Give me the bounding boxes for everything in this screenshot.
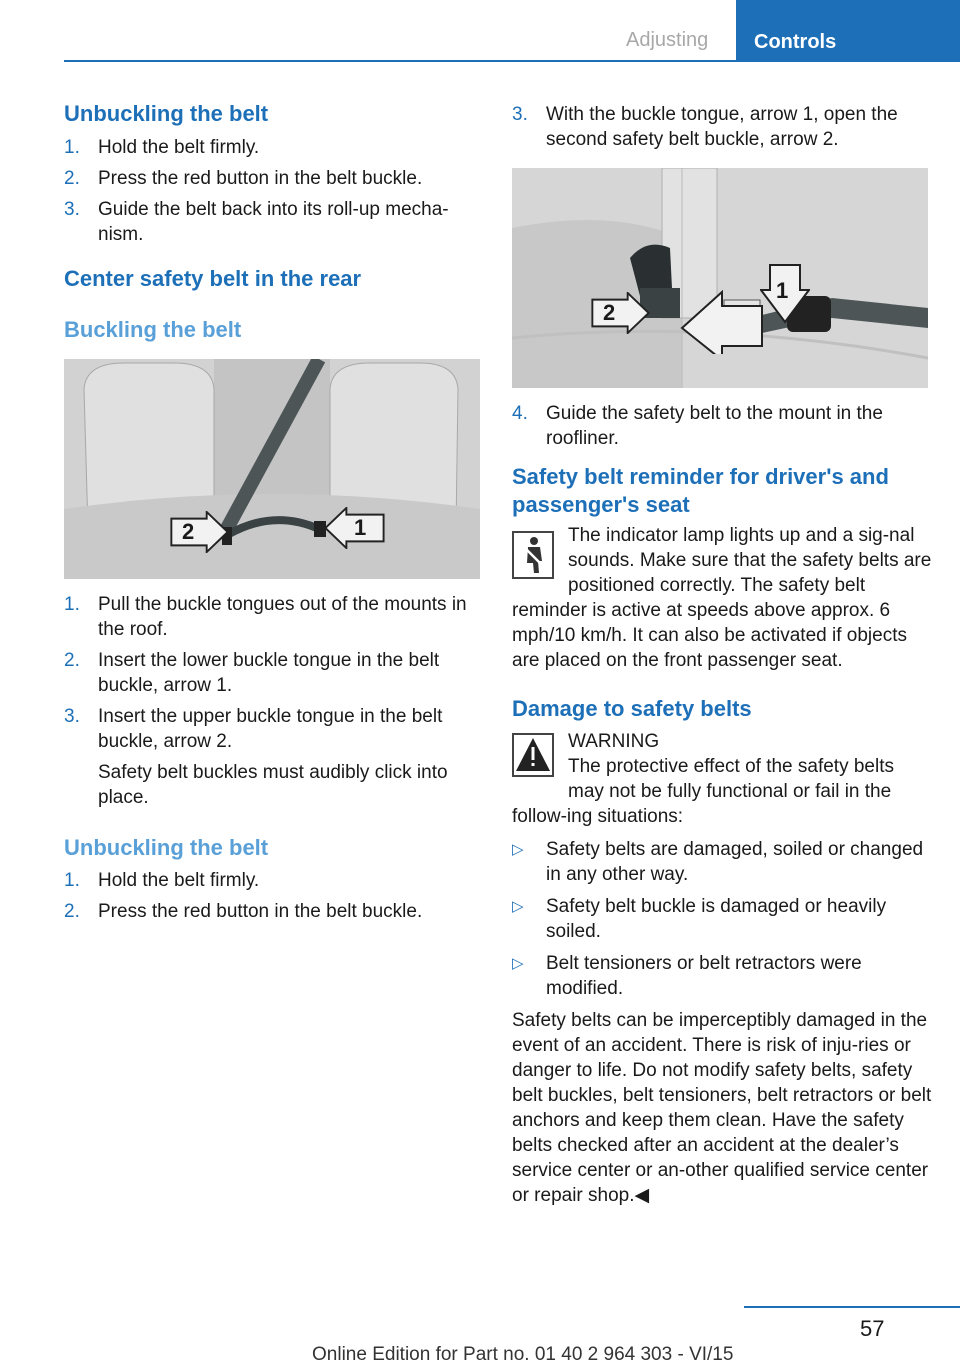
reminder-block — [512, 523, 932, 673]
step-number: 3. — [64, 706, 80, 727]
buckling-steps — [64, 592, 480, 754]
list-item — [512, 401, 932, 451]
heading-belt-reminder: Safety belt reminder for driver's and passenger's seat — [512, 464, 889, 517]
list-item — [64, 197, 480, 247]
warning-label: WARNING — [568, 731, 660, 752]
step-number: 4. — [512, 403, 528, 424]
right-column — [512, 100, 932, 1208]
warning-text: The protective effect of the safety belts may not be fully functional or fail in the follow-ing situations: — [512, 756, 894, 827]
arrow-2-callout — [169, 511, 231, 553]
step-number: 1. — [64, 137, 80, 158]
header-section-label: Adjusting — [626, 29, 709, 51]
heading-buckling-belt: Buckling the belt — [64, 317, 242, 342]
buckling-note: Safety belt buckles must audibly click into place. — [98, 762, 448, 808]
step-4-list — [512, 401, 932, 451]
step-3-list — [512, 102, 932, 152]
step-number: 3. — [512, 104, 528, 125]
damage-bullets — [512, 837, 932, 1001]
step-text: Guide the safety belt to the mount in the roofliner. — [546, 403, 883, 449]
arrow-2-label: 2 — [603, 300, 616, 325]
page-number: 57 — [860, 1316, 885, 1341]
list-item — [512, 102, 932, 152]
list-item — [512, 951, 932, 1001]
heading-unbuckling-belt: Unbuckling the belt — [64, 101, 269, 126]
step-number: 2. — [64, 168, 80, 189]
reminder-text: The indicator lamp lights up and a sig-nal sounds. Make sure that the safety belts are positioned correctly. The safety belt reminder is active at speeds above approx. 6 mph/10 km/h. It can also be activated if objects are placed on the front passenger seat. — [512, 525, 932, 671]
bullet-text: Belt tensioners or belt retractors were modified. — [546, 953, 862, 999]
left-column — [64, 100, 480, 930]
header-chapter-tab: Controls — [736, 0, 960, 62]
bullet-text: Safety belt buckle is damaged or heavily soiled. — [546, 896, 887, 942]
step-text: Pull the buckle tongues out of the mounts in the roof. — [98, 594, 467, 640]
list-item — [64, 868, 480, 893]
triangle-bullet-icon: ▷ — [512, 955, 524, 972]
arrow-1-label: 1 — [776, 278, 789, 303]
footer-rule — [744, 1306, 960, 1308]
list-item — [64, 166, 480, 191]
unbuckle-steps-2 — [64, 868, 480, 924]
step-number: 3. — [64, 199, 80, 220]
step-text: Insert the upper buckle tongue in the belt buckle, arrow 2. — [98, 706, 443, 752]
step-number: 1. — [64, 870, 80, 891]
heading-center-belt: Center safety belt in the rear — [64, 266, 362, 291]
step-number: 1. — [64, 594, 80, 615]
list-item — [64, 135, 480, 160]
step-text: Insert the lower buckle tongue in the belt buckle, arrow 1. — [98, 650, 440, 696]
seatbelt-warning-icon — [512, 531, 554, 579]
step-text: With the buckle tongue, arrow 1, open the second safety belt buckle, arrow 2. — [546, 104, 898, 150]
step-text: Press the red button in the belt buckle. — [98, 168, 423, 189]
step-number: 2. — [64, 650, 80, 671]
unbuckle-steps — [64, 135, 480, 247]
warning-block — [512, 729, 932, 829]
step-text: Hold the belt firmly. — [98, 870, 260, 891]
step-number: 2. — [64, 901, 80, 922]
triangle-bullet-icon: ▷ — [512, 898, 524, 915]
list-item — [64, 592, 480, 642]
step-text: Press the red button in the belt buckle. — [98, 901, 423, 922]
heading-unbuckling-belt-2: Unbuckling the belt — [64, 835, 269, 860]
page-header — [0, 0, 960, 64]
edition-footer: Online Edition for Part no. 01 40 2 964 303 - VI/15 — [312, 1344, 734, 1365]
step-text: Hold the belt firmly. — [98, 137, 260, 158]
arrow-2-label: 2 — [182, 519, 195, 544]
triangle-bullet-icon: ▷ — [512, 841, 524, 858]
arrow-1-label: 1 — [354, 515, 367, 540]
bullet-text: Safety belts are damaged, soiled or changed in any other way. — [546, 839, 924, 885]
heading-damage: Damage to safety belts — [512, 696, 752, 721]
list-item — [64, 899, 480, 924]
figure-rear-seats — [64, 359, 480, 579]
warning-triangle-icon — [512, 733, 554, 777]
step-text: Guide the belt back into its roll-up mecha-nism. — [98, 199, 449, 245]
list-item — [64, 704, 480, 754]
arrow-2-callout — [590, 292, 652, 334]
closing-paragraph: Safety belts can be imperceptibly damaged in the event of an accident. There is risk of inju-ries or danger to life. Do not modify safety belts, safety belt buckles, belt tensioners, belt retractors or belt anchors and keep them clean. Have the safety belts checked after an accident at the dealer’s service center or an-other qualified service center or repair shop.◀ — [512, 1010, 932, 1206]
list-item — [512, 837, 932, 887]
figure-buckle-closeup — [512, 168, 928, 388]
rear-seats-illustration — [64, 359, 480, 579]
list-item — [512, 894, 932, 944]
list-item — [64, 648, 480, 698]
